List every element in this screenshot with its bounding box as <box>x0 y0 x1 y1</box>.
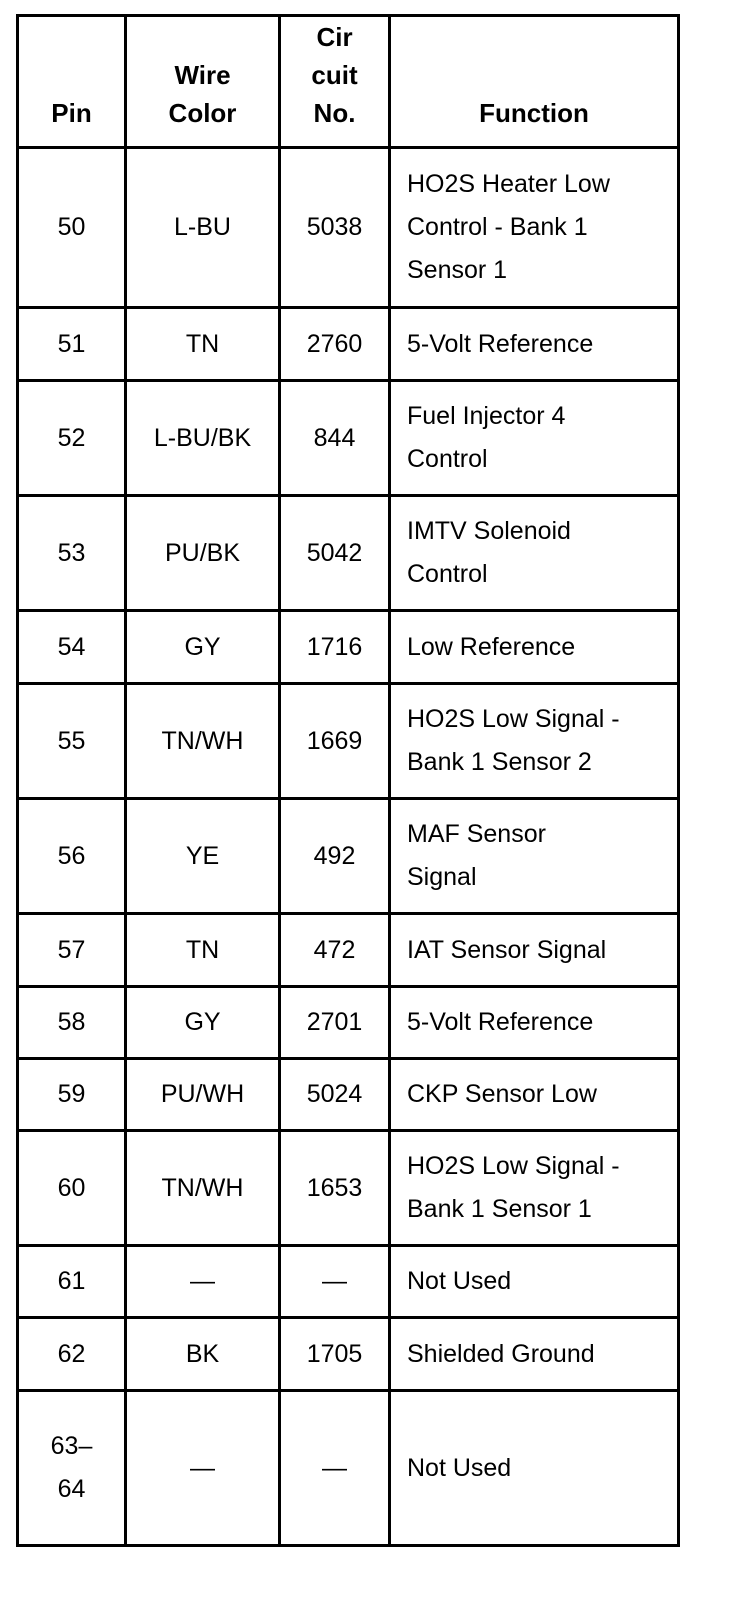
function-cell: MAF Sensor Signal <box>390 799 679 914</box>
pin-cell: 57 <box>18 914 126 987</box>
circuit-cell: 472 <box>280 914 390 987</box>
pin-cell: 50 <box>18 148 126 308</box>
circuit-cell: 1705 <box>280 1318 390 1391</box>
wire-color-cell: L-BU/BK <box>126 381 280 496</box>
pin-cell: 58 <box>18 987 126 1059</box>
pin-cell: 52 <box>18 381 126 496</box>
circuit-cell: 1653 <box>280 1131 390 1246</box>
pin-cell: 56 <box>18 799 126 914</box>
wire-color-cell: GY <box>126 611 280 684</box>
circuit-cell: 5042 <box>280 496 390 611</box>
circuit-cell: 2701 <box>280 987 390 1059</box>
function-cell: Fuel Injector 4 Control <box>390 381 679 496</box>
function-cell: 5-Volt Reference <box>390 987 679 1059</box>
function-cell: HO2S Low Signal - Bank 1 Sensor 2 <box>390 684 679 799</box>
wire-color-cell: TN/WH <box>126 1131 280 1246</box>
table-row <box>18 1391 679 1546</box>
wire-color-cell: PU/BK <box>126 496 280 611</box>
table-row <box>18 914 679 987</box>
table-row <box>18 684 679 799</box>
wire-color-cell: TN <box>126 914 280 987</box>
circuit-cell: 844 <box>280 381 390 496</box>
header-wire-color: Wire Color <box>126 16 280 148</box>
table-row <box>18 1131 679 1246</box>
table-row <box>18 148 679 308</box>
wire-color-cell: TN <box>126 308 280 381</box>
header-row <box>18 16 679 148</box>
function-cell: Low Reference <box>390 611 679 684</box>
pin-cell: 60 <box>18 1131 126 1246</box>
pin-cell: 51 <box>18 308 126 381</box>
circuit-cell: — <box>280 1391 390 1546</box>
pin-cell: 61 <box>18 1246 126 1318</box>
pin-cell: 62 <box>18 1318 126 1391</box>
function-cell: Shielded Ground <box>390 1318 679 1391</box>
table-row <box>18 799 679 914</box>
circuit-cell: 1716 <box>280 611 390 684</box>
table-row <box>18 308 679 381</box>
wire-color-cell: L-BU <box>126 148 280 308</box>
table-row <box>18 1246 679 1318</box>
table-row <box>18 496 679 611</box>
header-function: Function <box>390 16 679 148</box>
table-row <box>18 987 679 1059</box>
circuit-cell: — <box>280 1246 390 1318</box>
pin-cell: 53 <box>18 496 126 611</box>
wire-color-cell: — <box>126 1246 280 1318</box>
pin-cell: 55 <box>18 684 126 799</box>
function-cell: Not Used <box>390 1391 679 1546</box>
function-cell: HO2S Heater Low Control - Bank 1 Sensor 1 <box>390 148 679 308</box>
circuit-cell: 492 <box>280 799 390 914</box>
table-row <box>18 1059 679 1131</box>
pin-cell: 54 <box>18 611 126 684</box>
wire-color-cell: PU/WH <box>126 1059 280 1131</box>
circuit-cell: 5024 <box>280 1059 390 1131</box>
function-cell: 5-Volt Reference <box>390 308 679 381</box>
function-cell: CKP Sensor Low <box>390 1059 679 1131</box>
function-cell: IAT Sensor Signal <box>390 914 679 987</box>
header-circuit-no: Cir cuit No. <box>280 16 390 148</box>
function-cell: Not Used <box>390 1246 679 1318</box>
wire-color-cell: — <box>126 1391 280 1546</box>
circuit-cell: 5038 <box>280 148 390 308</box>
header-pin: Pin <box>18 16 126 148</box>
table-row <box>18 1318 679 1391</box>
table-row <box>18 381 679 496</box>
circuit-cell: 1669 <box>280 684 390 799</box>
wire-color-cell: BK <box>126 1318 280 1391</box>
wire-color-cell: YE <box>126 799 280 914</box>
pinout-table <box>16 14 680 1547</box>
table-row <box>18 611 679 684</box>
wire-color-cell: TN/WH <box>126 684 280 799</box>
pin-cell: 63– 64 <box>18 1391 126 1546</box>
function-cell: HO2S Low Signal - Bank 1 Sensor 1 <box>390 1131 679 1246</box>
function-cell: IMTV Solenoid Control <box>390 496 679 611</box>
wire-color-cell: GY <box>126 987 280 1059</box>
pin-cell: 59 <box>18 1059 126 1131</box>
circuit-cell: 2760 <box>280 308 390 381</box>
